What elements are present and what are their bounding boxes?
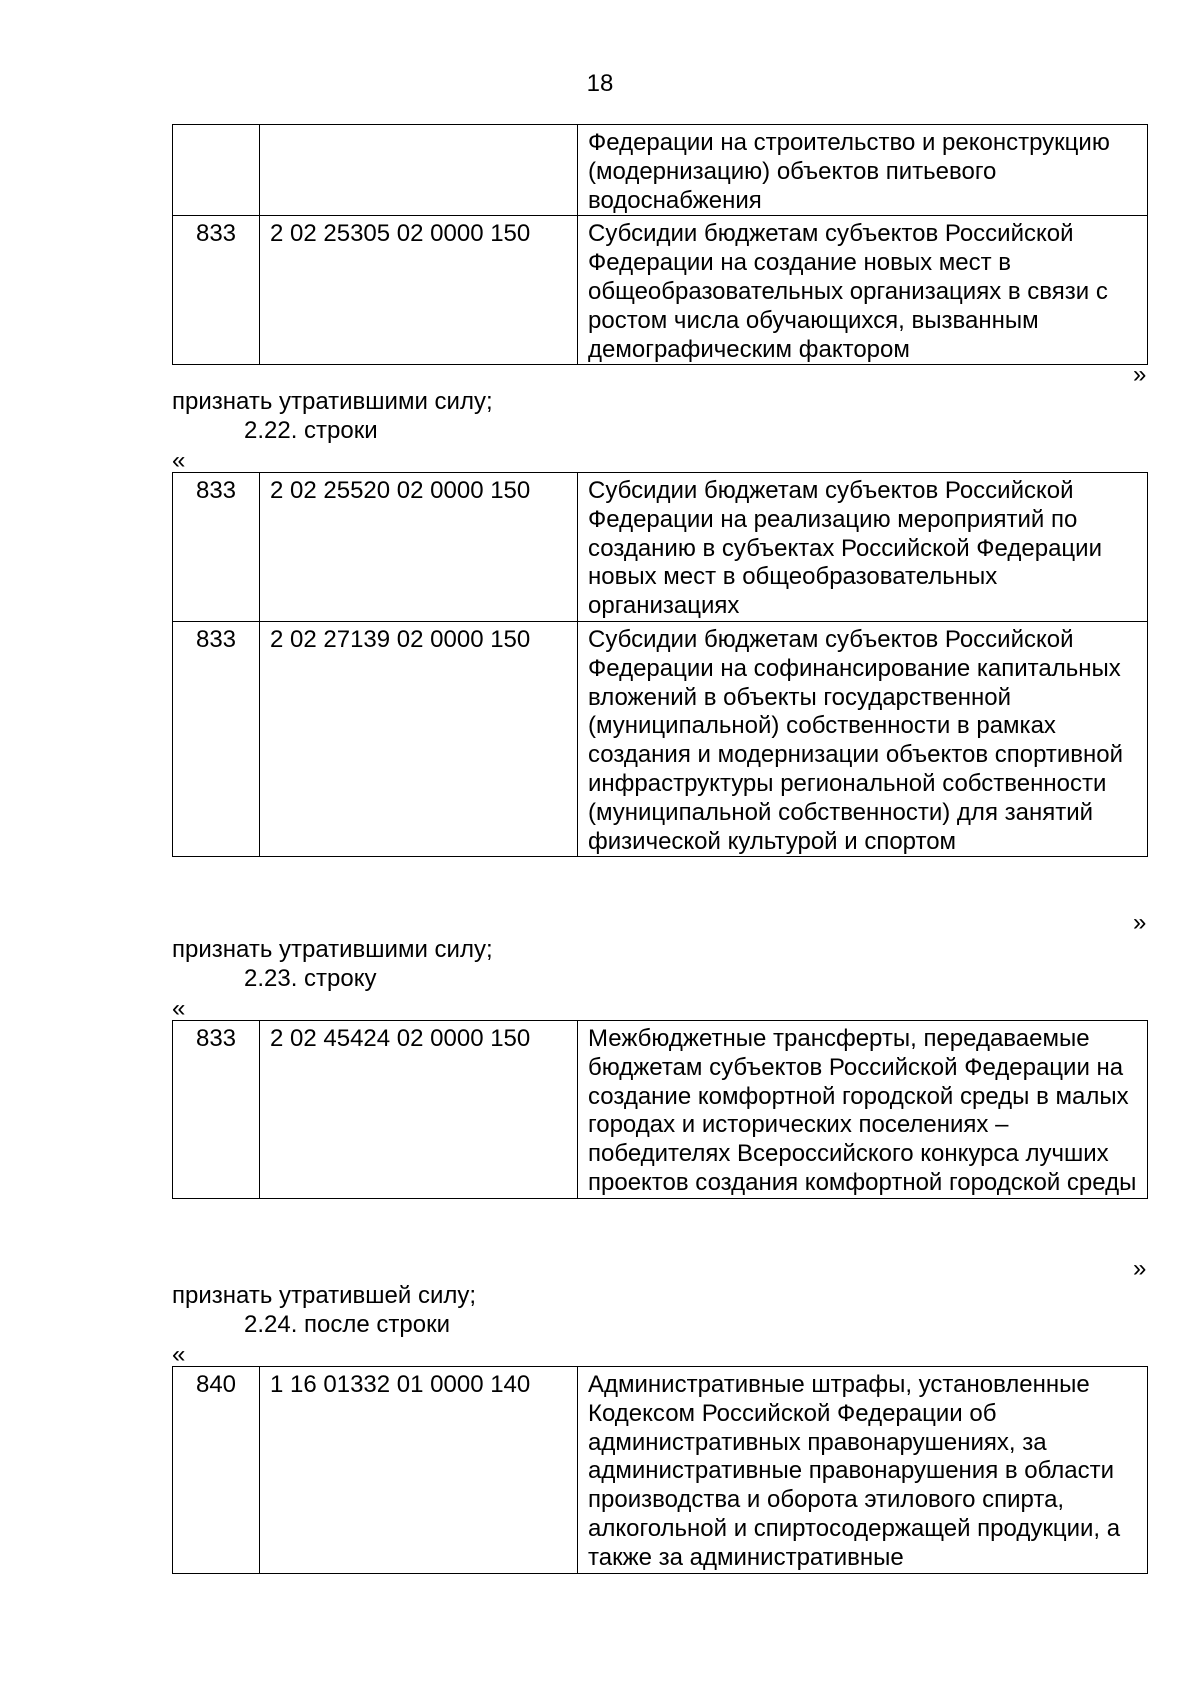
table-row	[173, 473, 1148, 622]
void-statement: признать утратившей силу;	[172, 1282, 477, 1309]
table-row	[173, 216, 1148, 365]
budget-table-2	[172, 472, 1148, 857]
budget-table-3	[172, 1020, 1148, 1199]
description-cell: Субсидии бюджетам субъектов Российской Федерации на софинансирование капитальных вложений в объекты государственной (муниципальной) собственности в рамках создания и модернизации объектов спортивной инфраструктуры региональной собственности (муниципальной собственности) для занятий физической культурой и спортом	[578, 621, 1148, 856]
item-heading-2-24: 2.24. после строки	[244, 1311, 451, 1338]
description-cell: Межбюджетные трансферты, передаваемые бюджетам субъектов Российской Федерации на создание комфортной городской среды в малых городах и исторических поселениях – победителях Всероссийского конкурса лучших проектов создания комфортной городской среды	[578, 1021, 1148, 1199]
page-number: 18	[586, 70, 614, 97]
admin-code-cell: 833	[173, 621, 260, 856]
void-statement: признать утратившими силу;	[172, 936, 493, 963]
description-cell: Административные штрафы, установленные Кодексом Российской Федерации об административных правонарушениях, за административные правонарушения в области производства и оборота этилового спирта, алкогольной и спиртосодержащей продукции, а также за административные	[578, 1367, 1148, 1574]
item-heading-2-22: 2.22. строки	[244, 417, 378, 444]
budget-table-4	[172, 1366, 1148, 1574]
budget-code-cell	[260, 125, 578, 216]
admin-code-cell: 833	[173, 216, 260, 365]
closing-quote: »	[1133, 909, 1147, 936]
description-cell: Субсидии бюджетам субъектов Российской Федерации на реализацию мероприятий по созданию в субъектах Российской Федерации новых мест в общеобразовательных организациях	[578, 473, 1148, 622]
budget-code-cell: 1 16 01332 01 0000 140	[260, 1367, 578, 1574]
opening-quote: «	[172, 995, 186, 1022]
opening-quote: «	[172, 447, 186, 474]
budget-code-cell: 2 02 25305 02 0000 150	[260, 216, 578, 365]
budget-code-cell: 2 02 25520 02 0000 150	[260, 473, 578, 622]
closing-quote: »	[1133, 361, 1147, 388]
budget-code-cell: 2 02 27139 02 0000 150	[260, 621, 578, 856]
closing-quote: »	[1133, 1255, 1147, 1282]
description-cell: Федерации на строительство и реконструкцию (модернизацию) объектов питьевого водоснабжения	[578, 125, 1148, 216]
admin-code-cell	[173, 125, 260, 216]
admin-code-cell: 833	[173, 473, 260, 622]
opening-quote: «	[172, 1341, 186, 1368]
item-heading-2-23: 2.23. строку	[244, 965, 377, 992]
table-row	[173, 1367, 1148, 1574]
void-statement: признать утратившими силу;	[172, 388, 493, 415]
table-row	[173, 125, 1148, 216]
table-row	[173, 621, 1148, 856]
table-row	[173, 1021, 1148, 1199]
budget-code-cell: 2 02 45424 02 0000 150	[260, 1021, 578, 1199]
budget-table-1	[172, 124, 1148, 365]
admin-code-cell: 833	[173, 1021, 260, 1199]
description-cell: Субсидии бюджетам субъектов Российской Федерации на создание новых мест в общеобразовательных организациях в связи с ростом числа обучающихся, вызванным демографическим фактором	[578, 216, 1148, 365]
admin-code-cell: 840	[173, 1367, 260, 1574]
